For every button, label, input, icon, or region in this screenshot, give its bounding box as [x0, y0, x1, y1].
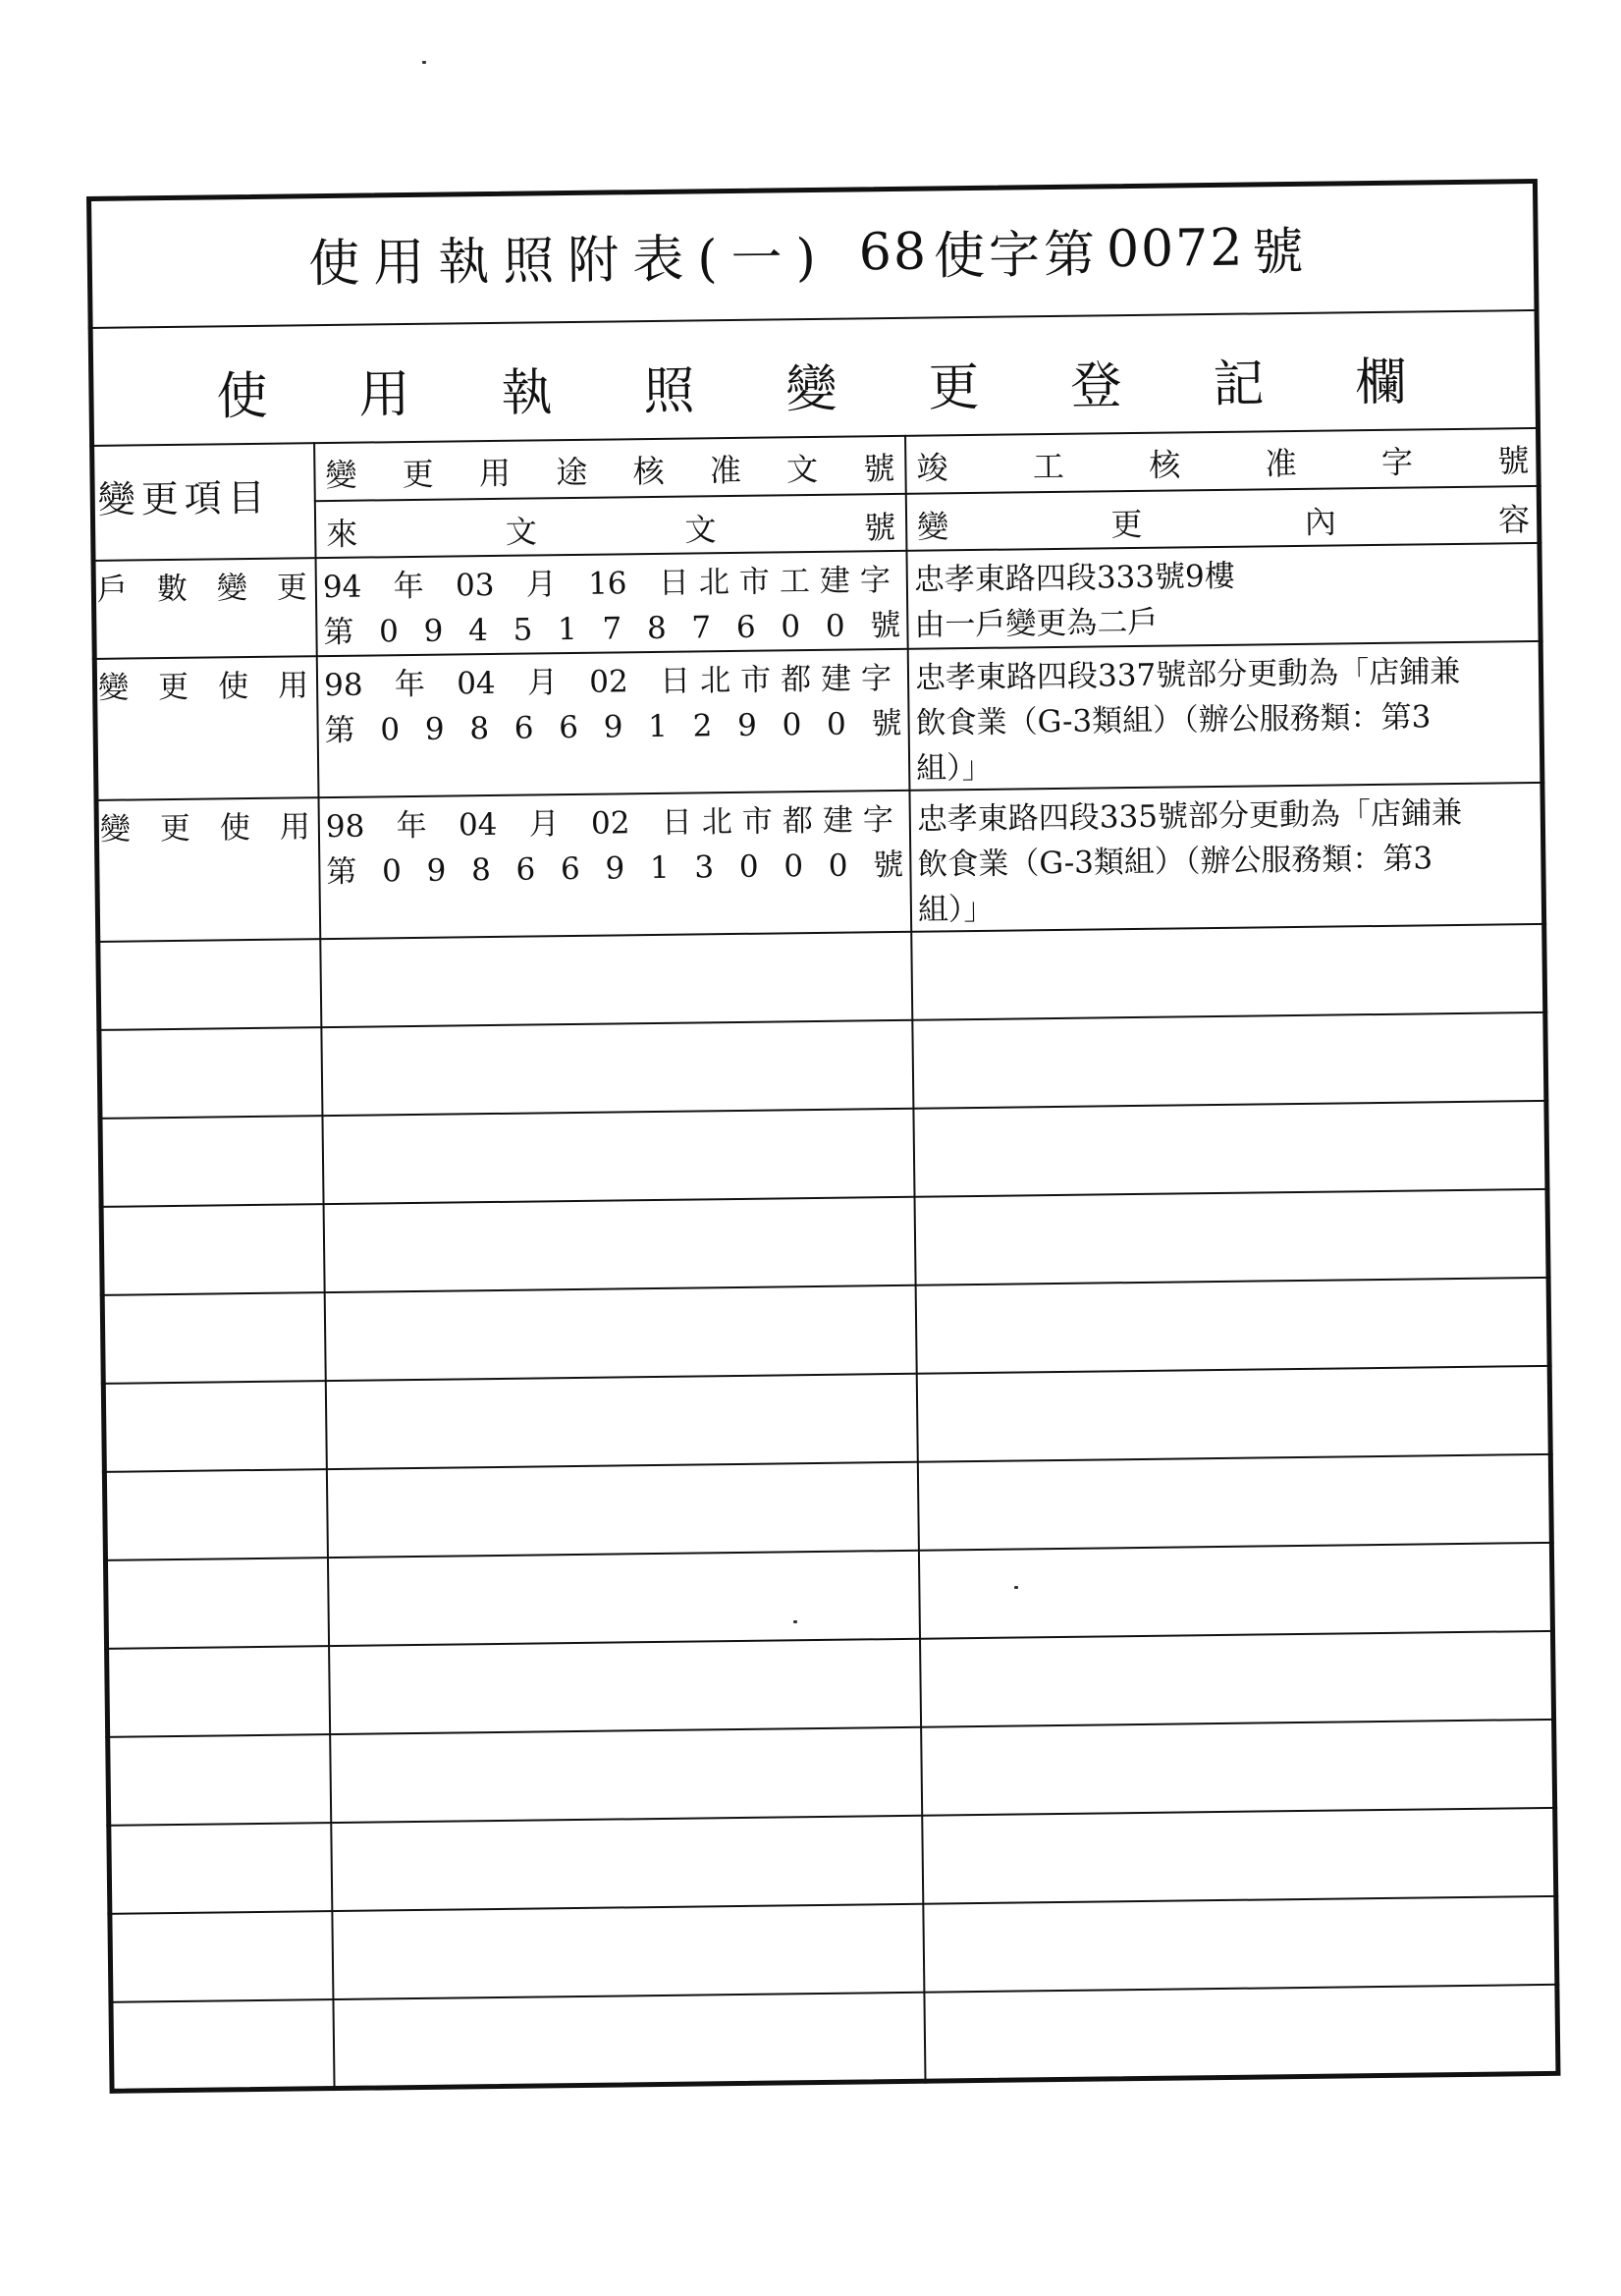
usage-license-sheet	[86, 179, 1560, 2094]
title-char: 使字第	[933, 225, 1100, 287]
subtitle-char: 用	[358, 364, 410, 425]
col-header-change-content: 變 更 內 容	[916, 501, 1531, 546]
title-license-number: 0072	[1106, 218, 1245, 279]
section-title	[88, 309, 1540, 445]
doc-number-line: 第 0 9 8 6 6 9 1 3 0 0 0 號	[326, 847, 904, 891]
title-char: 使	[307, 234, 374, 295]
doc-date-line: 94 年 03 月 16 日北市工建字	[322, 562, 901, 606]
change-content-cell: 忠孝東路四段335號部分更動為「店鋪兼 飲食業（G-3類組）（辦公服務類：第3 組）」	[916, 794, 1463, 928]
col-header-incoming-doc-no: 來 文 文 號	[325, 508, 896, 554]
document-title	[86, 179, 1540, 327]
title-char: 號	[1252, 222, 1318, 283]
title-char: 執	[437, 232, 504, 293]
change-item-cell: 變 更 使 用	[99, 809, 311, 847]
subtitle-char: 使	[216, 366, 268, 427]
title-char: 照	[502, 232, 568, 292]
doc-date-line: 98 年 04 月 02 日北市都建字	[323, 660, 902, 704]
subtitle-char: 變	[785, 359, 838, 420]
change-item-cell: 變 更 使 用	[97, 668, 309, 706]
col-header-completion-no: 竣 工 核 准 字 號	[916, 442, 1530, 487]
scan-speck	[422, 61, 426, 64]
doc-number-line: 第 0 9 4 5 1 7 8 7 6 0 0 號	[323, 607, 901, 651]
title-char: (一)	[696, 228, 831, 290]
col-header-change-item: 變更項目	[97, 475, 272, 521]
change-content-cell: 忠孝東路四段333號9樓 由一戶變更為二戶	[913, 558, 1235, 643]
title-char: 用	[372, 233, 439, 294]
subtitle-char: 執	[501, 363, 553, 423]
change-content-cell: 忠孝東路四段337號部分更動為「店鋪兼 飲食業（G-3類組）（辦公服務類：第3 組）」	[914, 653, 1461, 787]
title-license-year: 68	[858, 222, 929, 282]
doc-date-line: 98 年 04 月 02 日北市都建字	[325, 801, 904, 846]
subtitle-char: 照	[643, 361, 695, 422]
col-header-approval-doc-no: 變 更 用 途 核 准 文 號	[325, 449, 895, 495]
title-char: 附	[567, 231, 633, 292]
change-item-cell: 戶 數 變 更	[96, 570, 308, 608]
title-char: 表	[631, 230, 698, 291]
doc-number-line: 第 0 9 8 6 6 9 1 2 9 0 0 號	[324, 705, 902, 749]
subtitle-char: 記	[1213, 355, 1265, 414]
subtitle-char: 更	[928, 357, 980, 418]
subtitle-char: 登	[1070, 356, 1122, 416]
subtitle-char: 欄	[1355, 353, 1407, 413]
